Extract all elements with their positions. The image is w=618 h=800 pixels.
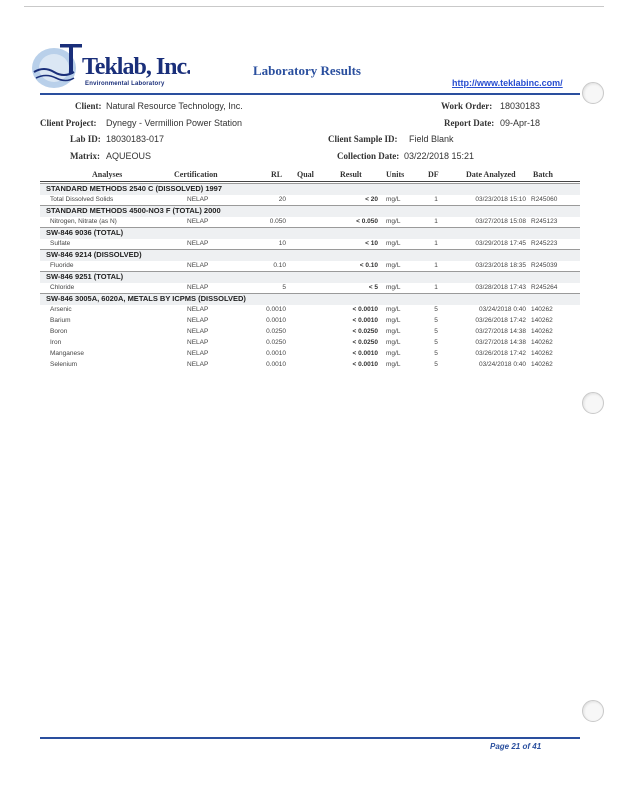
cell-date: 03/24/2018 0:40 [479, 361, 526, 368]
report-date-value: 09-Apr-18 [500, 118, 541, 128]
website-link[interactable]: http://www.teklabinc.com/ [452, 78, 563, 88]
cell-date: 03/27/2018 14:38 [475, 339, 526, 346]
footer-rule [40, 737, 580, 739]
cell-analyte: Boron [50, 328, 68, 335]
header-rule [40, 93, 580, 95]
teklab-logo [30, 38, 190, 96]
client-sample-id-value: Field Blank [409, 134, 454, 144]
cell-cert: NELAP [187, 306, 209, 313]
cell-rl: 20 [278, 196, 286, 203]
matrix-value: AQUEOUS [106, 151, 152, 161]
cell-batch: 140262 [531, 350, 553, 357]
section-title: SW-846 9251 (TOTAL) [46, 272, 124, 281]
cell-units: mg/L [386, 328, 401, 335]
cell-analyte: Sulfate [50, 240, 71, 247]
page-top-rule [24, 6, 604, 7]
cell-result: < 0.0010 [352, 306, 378, 313]
cell-rl: 0.0010 [266, 306, 286, 313]
client-value: Natural Resource Technology, Inc. [106, 101, 243, 111]
cell-rl: 5 [282, 284, 286, 291]
cell-date: 03/28/2018 17:43 [475, 284, 526, 291]
cell-date: 03/26/2018 17:42 [475, 350, 526, 357]
cell-cert: NELAP [187, 339, 209, 346]
cell-rl: 0.0010 [266, 361, 286, 368]
cell-cert: NELAP [187, 262, 209, 269]
cell-df: 5 [434, 317, 438, 324]
cell-analyte: Fluoride [50, 262, 74, 269]
lab-id-value: 18030183-017 [106, 134, 165, 144]
hole-punch-icon [582, 392, 604, 414]
cell-result: < 20 [365, 196, 378, 203]
section-title: SW-846 3005A, 6020A, METALS BY ICPMS (DISSOLVED) [46, 294, 246, 303]
client-project-label: Client Project: [40, 118, 97, 128]
cell-units: mg/L [386, 284, 401, 291]
cell-analyte: Selenium [50, 361, 78, 368]
cell-batch: 140262 [531, 306, 553, 313]
cell-df: 5 [434, 350, 438, 357]
client-sample-id-label: Client Sample ID: [328, 134, 398, 144]
cell-date: 03/27/2018 14:38 [475, 328, 526, 335]
hole-punch-icon [582, 82, 604, 104]
cell-rl: 0.0010 [266, 317, 286, 324]
cell-units: mg/L [386, 196, 401, 203]
cell-cert: NELAP [187, 317, 209, 324]
cell-result: < 0.0010 [352, 317, 378, 324]
cell-result: < 0.10 [359, 262, 378, 269]
cell-analyte: Manganese [50, 350, 84, 357]
cell-analyte: Iron [50, 339, 62, 346]
cell-cert: NELAP [187, 361, 209, 368]
cell-cert: NELAP [187, 350, 209, 357]
cell-result: < 10 [365, 240, 378, 247]
cell-df: 5 [434, 328, 438, 335]
collection-date-value: 03/22/2018 15:21 [404, 151, 475, 161]
cell-df: 5 [434, 361, 438, 368]
col-date-analyzed: Date Analyzed [466, 170, 516, 179]
cell-date: 03/24/2018 0:40 [479, 306, 526, 313]
cell-result: < 5 [368, 284, 378, 291]
cell-date: 03/23/2018 15:10 [475, 196, 526, 203]
cell-df: 5 [434, 339, 438, 346]
cell-result: < 0.0010 [352, 361, 378, 368]
cell-units: mg/L [386, 262, 401, 269]
report-date-label: Report Date: [444, 118, 495, 128]
collection-date-label: Collection Date: [337, 151, 400, 161]
cell-analyte: Barium [50, 317, 71, 324]
lab-id-label: Lab ID: [70, 134, 101, 144]
col-rl: RL [271, 170, 283, 179]
matrix-label: Matrix: [70, 151, 100, 161]
section-title: STANDARD METHODS 2540 C (DISSOLVED) 1997 [46, 184, 223, 193]
col-qual: Qual [297, 170, 314, 179]
cell-cert: NELAP [187, 328, 209, 335]
cell-rl: 0.050 [269, 218, 286, 225]
cell-batch: R245223 [531, 240, 558, 247]
logo-subtitle: Environmental Laboratory [85, 81, 165, 87]
col-batch: Batch [533, 170, 553, 179]
col-units: Units [386, 170, 405, 179]
cell-cert: NELAP [187, 218, 209, 225]
col-df: DF [428, 170, 439, 179]
cell-df: 1 [434, 218, 438, 225]
logo-wordmark: Teklab, Inc. [82, 54, 190, 80]
section-title: SW-846 9214 (DISSOLVED) [46, 250, 142, 259]
cell-batch: 140262 [531, 328, 553, 335]
cell-date: 03/27/2018 15:08 [475, 218, 526, 225]
col-certification: Certification [174, 170, 218, 179]
cell-units: mg/L [386, 306, 401, 313]
cell-cert: NELAP [187, 240, 209, 247]
cell-units: mg/L [386, 218, 401, 225]
section-title: SW-846 9036 (TOTAL) [46, 228, 124, 237]
cell-batch: R245060 [531, 196, 558, 203]
col-analyses: Analyses [92, 170, 123, 179]
cell-units: mg/L [386, 339, 401, 346]
cell-units: mg/L [386, 240, 401, 247]
cell-batch: R245264 [531, 284, 558, 291]
cell-date: 03/23/2018 18:35 [475, 262, 526, 269]
cell-batch: 140262 [531, 339, 553, 346]
cell-df: 5 [434, 306, 438, 313]
hole-punch-icon [582, 700, 604, 722]
cell-analyte: Total Dissolved Solids [50, 196, 114, 203]
cell-batch: 140262 [531, 317, 553, 324]
client-project-value: Dynegy - Vermillion Power Station [106, 118, 243, 128]
cell-analyte: Nitrogen, Nitrate (as N) [50, 218, 117, 225]
cell-units: mg/L [386, 361, 401, 368]
cell-rl: 0.0010 [266, 350, 286, 357]
col-result: Result [340, 170, 362, 179]
page-number: Page 21 of 41 [490, 742, 542, 751]
cell-result: < 0.0250 [352, 328, 378, 335]
cell-cert: NELAP [187, 284, 209, 291]
cell-analyte: Chloride [50, 284, 75, 291]
cell-df: 1 [434, 284, 438, 291]
cell-batch: R245123 [531, 218, 558, 225]
section-title: STANDARD METHODS 4500-NO3 F (TOTAL) 2000 [46, 206, 221, 215]
cell-df: 1 [434, 196, 438, 203]
page-title: Laboratory Results [253, 63, 361, 78]
cell-rl: 0.10 [273, 262, 286, 269]
client-label: Client: [75, 101, 102, 111]
work-order-label: Work Order: [441, 101, 493, 111]
logo-emblem-icon [30, 38, 190, 96]
cell-result: < 0.050 [356, 218, 378, 225]
cell-df: 1 [434, 240, 438, 247]
cell-units: mg/L [386, 317, 401, 324]
cell-rl: 10 [278, 240, 286, 247]
table-top-rule [40, 181, 580, 182]
cell-analyte: Arsenic [50, 306, 72, 313]
cell-batch: 140262 [531, 361, 553, 368]
cell-result: < 0.0250 [352, 339, 378, 346]
cell-date: 03/29/2018 17:45 [475, 240, 526, 247]
cell-rl: 0.0250 [266, 339, 286, 346]
cell-date: 03/26/2018 17:42 [475, 317, 526, 324]
cell-cert: NELAP [187, 196, 209, 203]
cell-result: < 0.0010 [352, 350, 378, 357]
cell-batch: R245039 [531, 262, 558, 269]
cell-rl: 0.0250 [266, 328, 286, 335]
cell-df: 1 [434, 262, 438, 269]
work-order-value: 18030183 [500, 101, 541, 111]
cell-units: mg/L [386, 350, 401, 357]
